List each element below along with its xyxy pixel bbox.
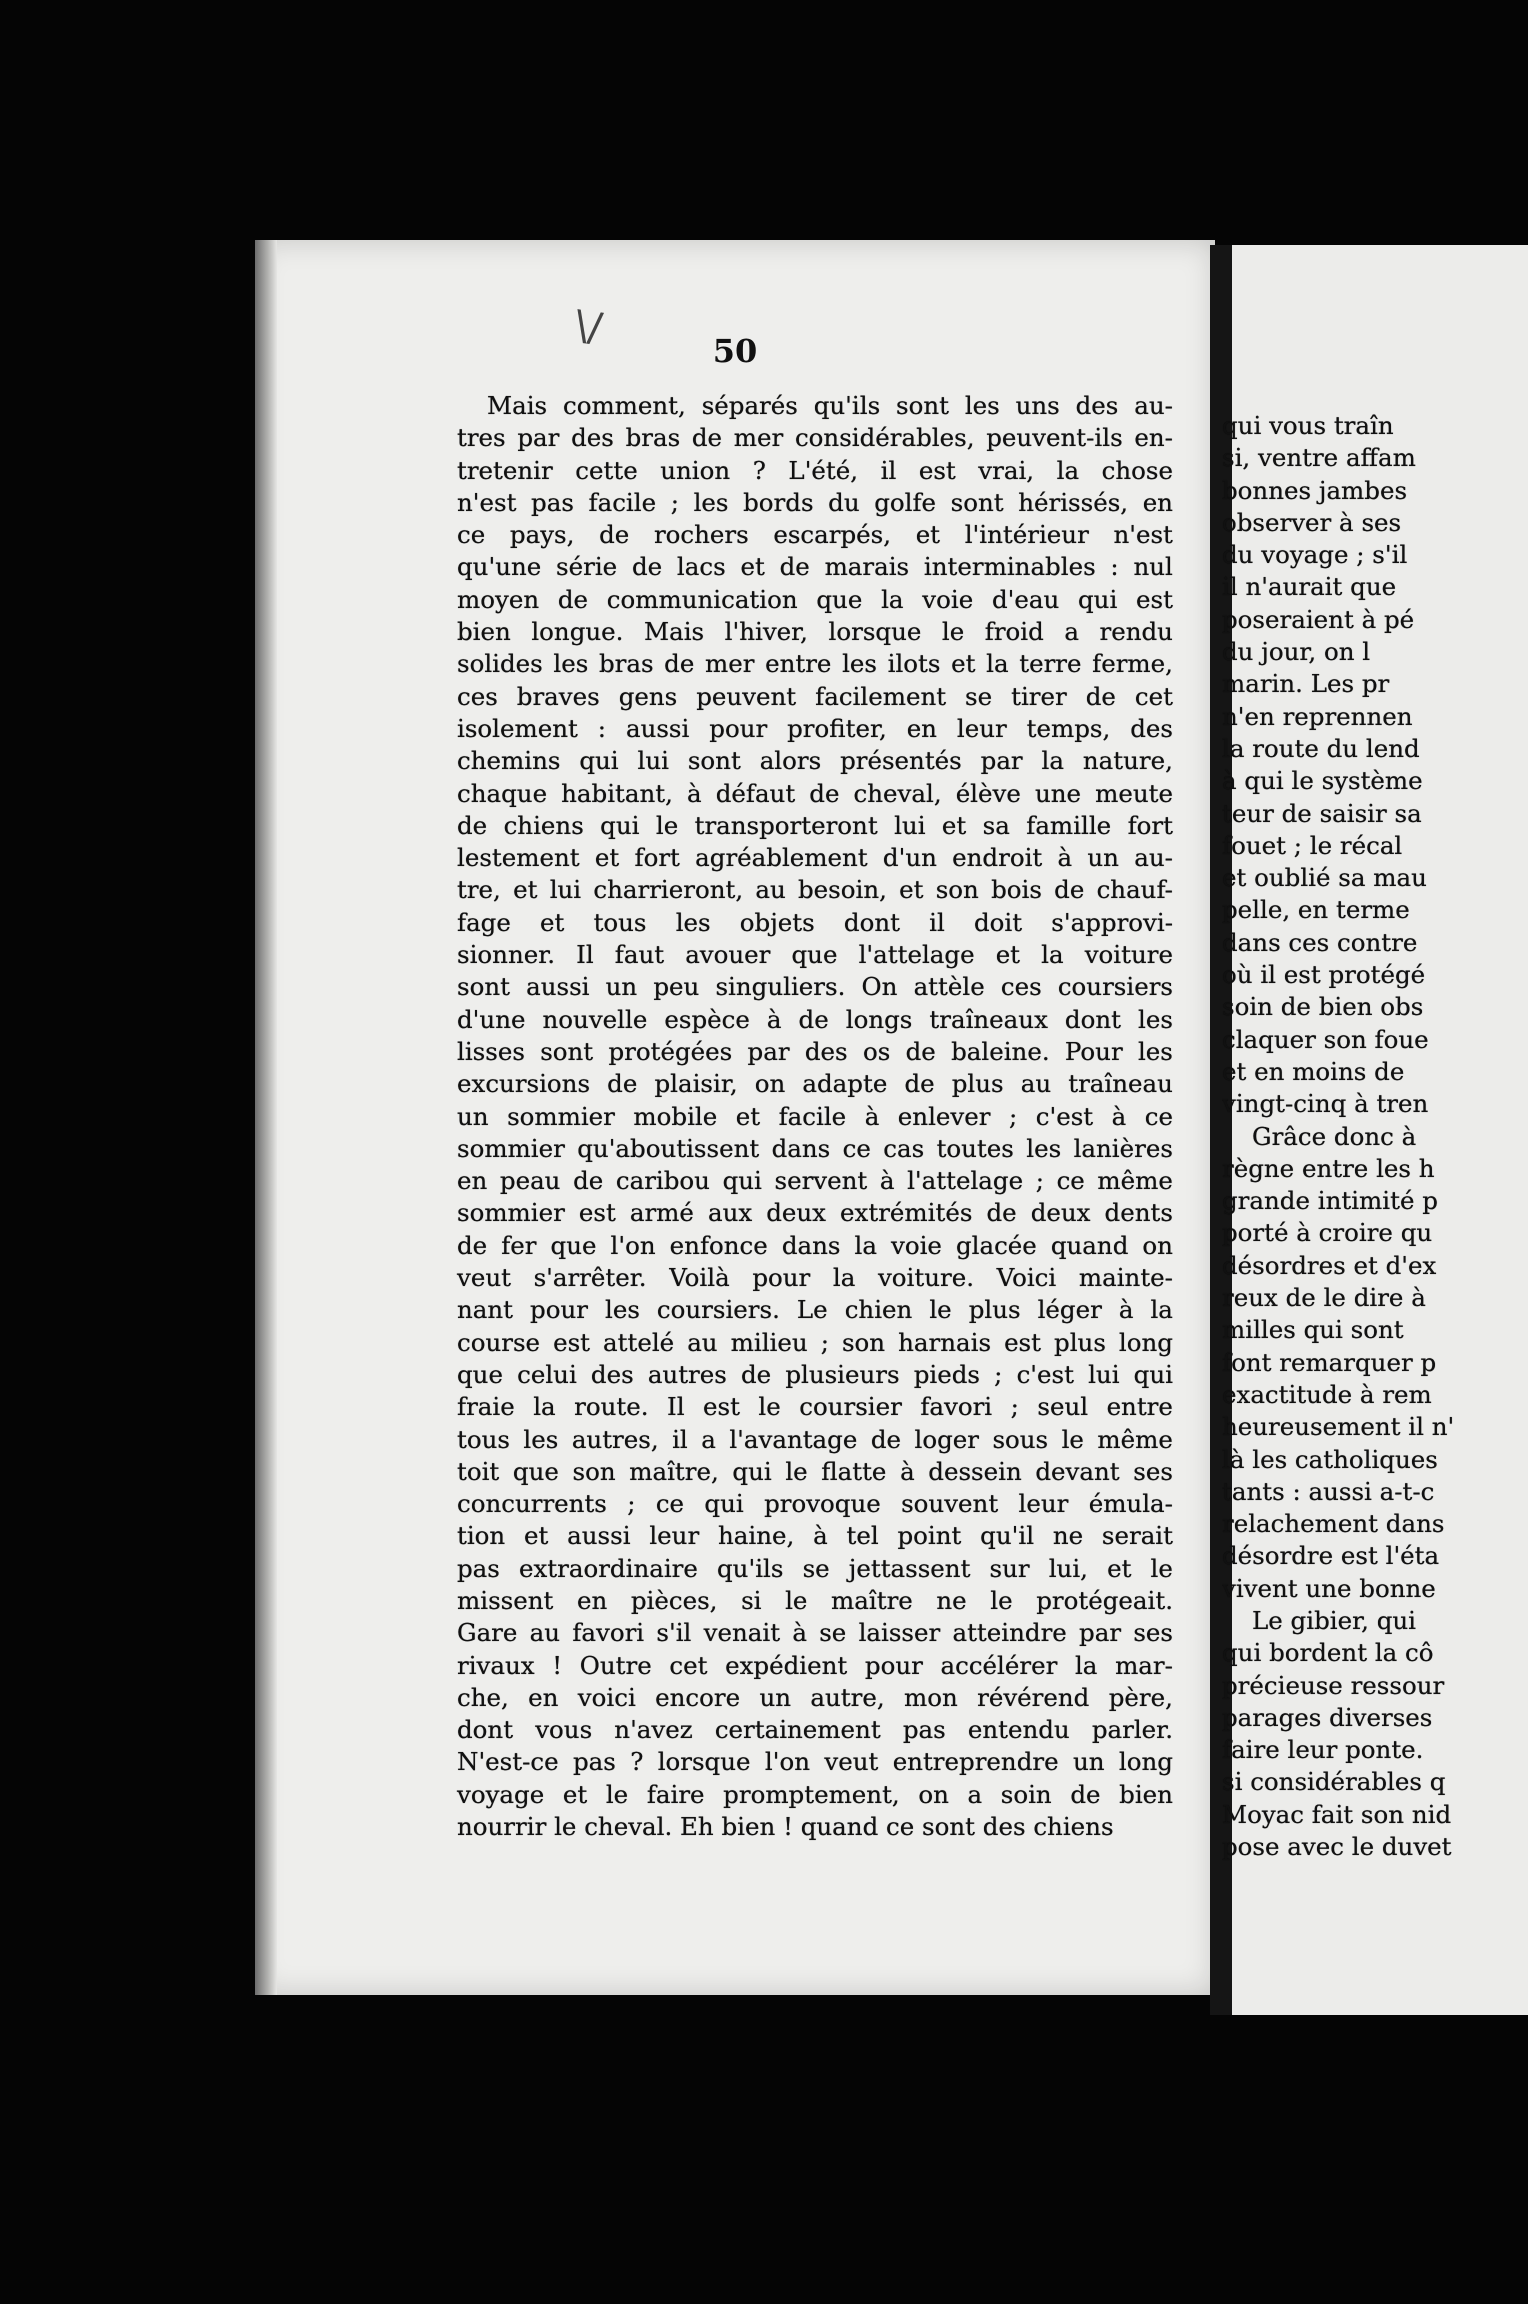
text-line: parages diverses <box>1222 1702 1433 1732</box>
text-line: observer à ses <box>1222 507 1402 537</box>
left-page-text <box>457 390 1173 1843</box>
text-line: fage et tous les objets dont il doit s'approvi- <box>457 907 1173 937</box>
text-line: claquer son foue <box>1222 1024 1429 1054</box>
text-line: tres par des bras de mer considérables, peuvent-ils en- <box>457 423 1173 453</box>
text-line: de fer que l'on enfonce dans la voie glacée quand on <box>457 1230 1173 1260</box>
text-line: fouet ; le récal <box>1222 830 1403 860</box>
text-line: ces braves gens peuvent facilement se tirer de cet <box>457 681 1173 711</box>
text-line: n'en reprennen <box>1222 701 1413 731</box>
text-line: voyage et le faire promptement, on a soin de bien <box>457 1779 1173 1809</box>
text-line: reux de le dire à <box>1222 1283 1426 1313</box>
text-line: font remarquer p <box>1222 1347 1437 1377</box>
text-line: tre, et lui charrieront, au besoin, et son bois de chauf- <box>457 875 1173 905</box>
text-line: rivaux ! Outre cet expédient pour accélérer la mar- <box>457 1650 1173 1680</box>
text-line: chemins qui lui sont alors présentés par la nature, <box>457 746 1173 776</box>
text-line: sont aussi un peu singuliers. On attèle ces coursiers <box>457 972 1173 1002</box>
text-line: Mais comment, séparés qu'ils sont les uns des au- <box>487 391 1173 420</box>
text-line: du voyage ; s'il <box>1222 540 1408 570</box>
text-line: dans ces contre <box>1222 927 1418 957</box>
text-line: désordre est l'éta <box>1222 1541 1440 1571</box>
text-line: tion et aussi leur haine, à tel point qu'il ne serait <box>457 1521 1173 1551</box>
text-line: Grâce donc à <box>1252 1121 1417 1151</box>
page-number: 50 <box>712 332 758 370</box>
text-line: Gare au favori s'il venait à se laisser atteindre par ses <box>457 1618 1173 1648</box>
text-line: relachement dans <box>1222 1509 1445 1539</box>
text-line: pas extraordinaire qu'ils se jettassent sur lui, et le <box>457 1553 1173 1583</box>
text-line: à qui le système <box>1222 766 1423 796</box>
right-page-text <box>1222 410 1528 1863</box>
text-line: poseraient à pé <box>1222 604 1415 634</box>
text-line: porté à croire qu <box>1222 1218 1433 1248</box>
text-line: règne entre les h <box>1222 1153 1435 1183</box>
text-line: il n'aurait que <box>1222 572 1397 602</box>
text-line: tretenir cette union ? L'été, il est vrai, la chose <box>457 455 1173 485</box>
text-line: de chiens qui le transporteront lui et sa famille fort <box>457 810 1173 840</box>
text-line: n'est pas facile ; les bords du golfe sont hérissés, en <box>457 487 1173 517</box>
text-line: solides les bras de mer entre les ilots et la terre ferme, <box>457 649 1173 679</box>
text-line: où il est protégé <box>1222 960 1426 990</box>
text-line: dont vous n'avez certainement pas entendu parler. <box>457 1715 1173 1745</box>
text-line: ce pays, de rochers escarpés, et l'intérieur n'est <box>457 520 1173 550</box>
text-line: soin de bien obs <box>1222 992 1424 1022</box>
text-line: faire leur ponte. <box>1222 1735 1424 1765</box>
text-line: pelle, en terme <box>1222 895 1410 925</box>
text-line: bien longue. Mais l'hiver, lorsque le froid a rendu <box>457 617 1173 647</box>
text-line: en peau de caribou qui servent à l'attelage ; ce même <box>457 1166 1173 1196</box>
text-line: si considérables q <box>1222 1767 1446 1797</box>
text-line: heureusement il n' <box>1222 1412 1455 1442</box>
text-line: tous les autres, il a l'avantage de loger sous le même <box>457 1424 1173 1454</box>
text-line: vingt-cinq à tren <box>1222 1089 1429 1119</box>
margin-mark: \/ <box>571 302 606 352</box>
text-line: là les catholiques <box>1222 1444 1438 1474</box>
text-line: teur de saisir sa <box>1222 798 1422 828</box>
text-line: d'une nouvelle espèce à de longs traîneaux dont les <box>457 1004 1173 1034</box>
text-line: marin. Les pr <box>1222 669 1390 699</box>
text-line: bonnes jambes <box>1222 475 1408 505</box>
text-line: che, en voici encore un autre, mon révérend père, <box>457 1682 1173 1712</box>
text-line: veut s'arrêter. Voilà pour la voiture. Voici mainte- <box>457 1263 1173 1293</box>
left-page <box>255 240 1215 1995</box>
text-line: que celui des autres de plusieurs pieds ; c'est lui qui <box>457 1359 1173 1389</box>
text-line: vivent une bonne <box>1222 1573 1436 1603</box>
text-line: désordres et d'ex <box>1222 1250 1437 1280</box>
text-line: toit que son maître, qui le flatte à dessein devant ses <box>457 1456 1173 1486</box>
text-line: sommier est armé aux deux extrémités de deux dents <box>457 1198 1173 1228</box>
text-line: Le gibier, qui <box>1252 1605 1416 1635</box>
text-line: précieuse ressour <box>1222 1670 1445 1700</box>
text-line: nourrir le cheval. Eh bien ! quand ce sont des chiens <box>457 1812 1114 1842</box>
text-line: concurrents ; ce qui provoque souvent leur émula- <box>457 1489 1173 1519</box>
text-line: qu'une série de lacs et de marais interminables : nul <box>457 552 1173 582</box>
text-line: qui bordent la cô <box>1222 1638 1434 1668</box>
text-line: nant pour les coursiers. Le chien le plus léger à la <box>457 1295 1173 1325</box>
text-line: milles qui sont <box>1222 1315 1404 1345</box>
text-line: sionner. Il faut avouer que l'attelage et la voiture <box>457 940 1173 970</box>
text-line: du jour, on l <box>1222 637 1371 667</box>
text-line: N'est-ce pas ? lorsque l'on veut entreprendre un long <box>457 1747 1173 1777</box>
text-line: si, ventre affam <box>1222 443 1416 473</box>
text-line: grande intimité p <box>1222 1186 1438 1216</box>
text-line: exactitude à rem <box>1222 1379 1432 1409</box>
text-line: moyen de communication que la voie d'eau qui est <box>457 584 1173 614</box>
text-line: sommier qu'aboutissent dans ce cas toutes les lanières <box>457 1133 1173 1163</box>
text-line: qui vous traîn <box>1222 411 1394 440</box>
text-line: un sommier mobile et facile à enlever ; c'est à ce <box>457 1101 1173 1131</box>
text-line: fraie la route. Il est le coursier favori ; seul entre <box>457 1392 1173 1422</box>
text-line: pose avec le duvet <box>1222 1832 1452 1862</box>
text-line: course est attelé au milieu ; son harnais est plus long <box>457 1327 1173 1357</box>
text-line: tants : aussi a-t-c <box>1222 1476 1435 1506</box>
text-line: chaque habitant, à défaut de cheval, élève une meute <box>457 778 1173 808</box>
text-line: et oublié sa mau <box>1222 863 1427 893</box>
text-line: Moyac fait son nid <box>1222 1799 1452 1829</box>
text-line: et en moins de <box>1222 1056 1405 1086</box>
text-line: excursions de plaisir, on adapte de plus au traîneau <box>457 1069 1173 1099</box>
text-line: lestement et fort agréablement d'un endroit à un au- <box>457 843 1173 873</box>
right-page <box>1210 245 1528 2015</box>
text-line: missent en pièces, si le maître ne le protégeait. <box>457 1585 1173 1615</box>
text-line: lisses sont protégées par des os de baleine. Pour les <box>457 1036 1173 1066</box>
text-line: isolement : aussi pour profiter, en leur temps, des <box>457 713 1173 743</box>
text-line: la route du lend <box>1222 733 1420 763</box>
